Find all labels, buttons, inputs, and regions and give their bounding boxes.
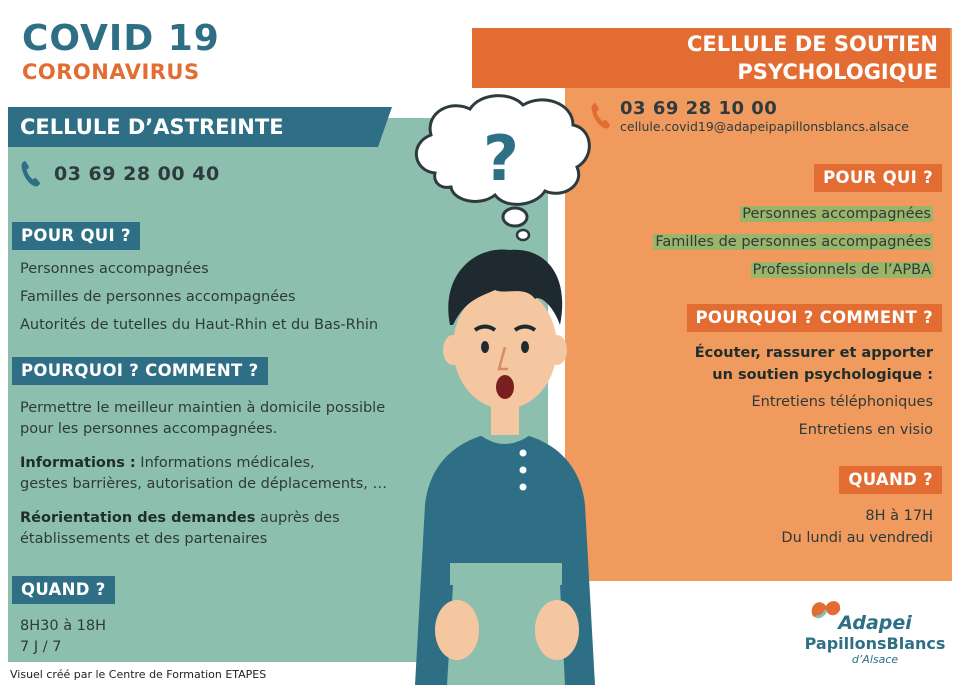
logo-butterfly-icon bbox=[808, 596, 848, 620]
right-email[interactable]: cellule.covid19@adapeipapillonsblancs.alsace bbox=[620, 119, 909, 134]
page-subtitle: CORONAVIRUS bbox=[22, 60, 200, 84]
right-title-line2: PSYCHOLOGIQUE bbox=[737, 60, 938, 84]
left-info-text bbox=[20, 453, 387, 495]
right-pourquoi-label: POURQUOI ? COMMENT ? bbox=[687, 304, 943, 332]
left-phone-number[interactable]: 03 69 28 00 40 bbox=[54, 163, 220, 185]
right-pour-qui-list bbox=[653, 203, 933, 281]
list-item: Entretiens téléphoniques bbox=[751, 394, 933, 410]
left-title-tip bbox=[378, 107, 392, 147]
text-line: Permettre le meilleur maintien à domicile possible bbox=[20, 400, 386, 416]
left-phone-row bbox=[20, 160, 220, 188]
hours: 8H à 17H bbox=[865, 508, 933, 524]
text-line: auprès des bbox=[255, 510, 340, 526]
right-quand-label: QUAND ? bbox=[839, 466, 942, 494]
list-item: Personnes accompagnées bbox=[20, 261, 209, 277]
list-item: Professionnels de l’APBA bbox=[752, 262, 931, 278]
hours: 8H30 à 18H bbox=[20, 618, 107, 634]
reorient-bold: Réorientation des demandes bbox=[20, 510, 256, 526]
credit-text: Visuel créé par le Centre de Formation ETAPES bbox=[10, 668, 267, 681]
right-contact bbox=[590, 98, 909, 134]
phone-icon bbox=[20, 160, 42, 188]
logo-line1: Adapei bbox=[838, 612, 912, 634]
right-title-line1: CELLULE DE SOUTIEN bbox=[686, 32, 938, 56]
right-entretiens bbox=[752, 391, 934, 441]
days: 7 J / 7 bbox=[20, 639, 62, 655]
question-mark: ? bbox=[483, 122, 519, 195]
text-line: Informations médicales, bbox=[135, 455, 315, 471]
left-panel-title: CELLULE D’ASTREINTE bbox=[8, 107, 378, 147]
left-pour-qui-label: POUR QUI ? bbox=[12, 222, 140, 250]
right-goal-text bbox=[695, 342, 933, 386]
text-line: Écouter, rassurer et apporter bbox=[694, 345, 933, 361]
left-maintien-text bbox=[20, 398, 385, 440]
left-pour-qui-list bbox=[20, 259, 378, 336]
text-line: pour les personnes accompagnées. bbox=[20, 421, 278, 437]
info-bold: Informations : bbox=[20, 455, 136, 471]
list-item: Personnes accompagnées bbox=[742, 206, 931, 222]
left-reorient-text bbox=[20, 508, 340, 550]
list-item: Autorités de tutelles du Haut-Rhin et du Bas-Rhin bbox=[20, 317, 379, 333]
right-pour-qui-label: POUR QUI ? bbox=[814, 164, 942, 192]
logo-line2: PapillonsBlancs bbox=[804, 634, 946, 653]
logo-line3: d’Alsace bbox=[851, 653, 899, 666]
right-schedule bbox=[781, 505, 933, 549]
list-item: Familles de personnes accompagnées bbox=[20, 289, 296, 305]
right-phone-number[interactable]: 03 69 28 10 00 bbox=[620, 98, 778, 119]
days: Du lundi au vendredi bbox=[781, 530, 933, 546]
right-panel-title bbox=[472, 28, 950, 88]
page-title: COVID 19 bbox=[22, 18, 220, 59]
text-line: établissements et des partenaires bbox=[20, 531, 268, 547]
list-item: Entretiens en visio bbox=[798, 422, 933, 438]
character-illustration bbox=[395, 85, 620, 685]
logo bbox=[800, 602, 950, 666]
left-pourquoi-label: POURQUOI ? COMMENT ? bbox=[12, 357, 268, 385]
left-schedule bbox=[20, 616, 106, 658]
text-line: un soutien psychologique : bbox=[712, 367, 933, 383]
left-quand-label: QUAND ? bbox=[12, 576, 115, 604]
list-item: Familles de personnes accompagnées bbox=[655, 234, 931, 250]
text-line: gestes barrières, autorisation de déplacements, … bbox=[20, 476, 388, 492]
